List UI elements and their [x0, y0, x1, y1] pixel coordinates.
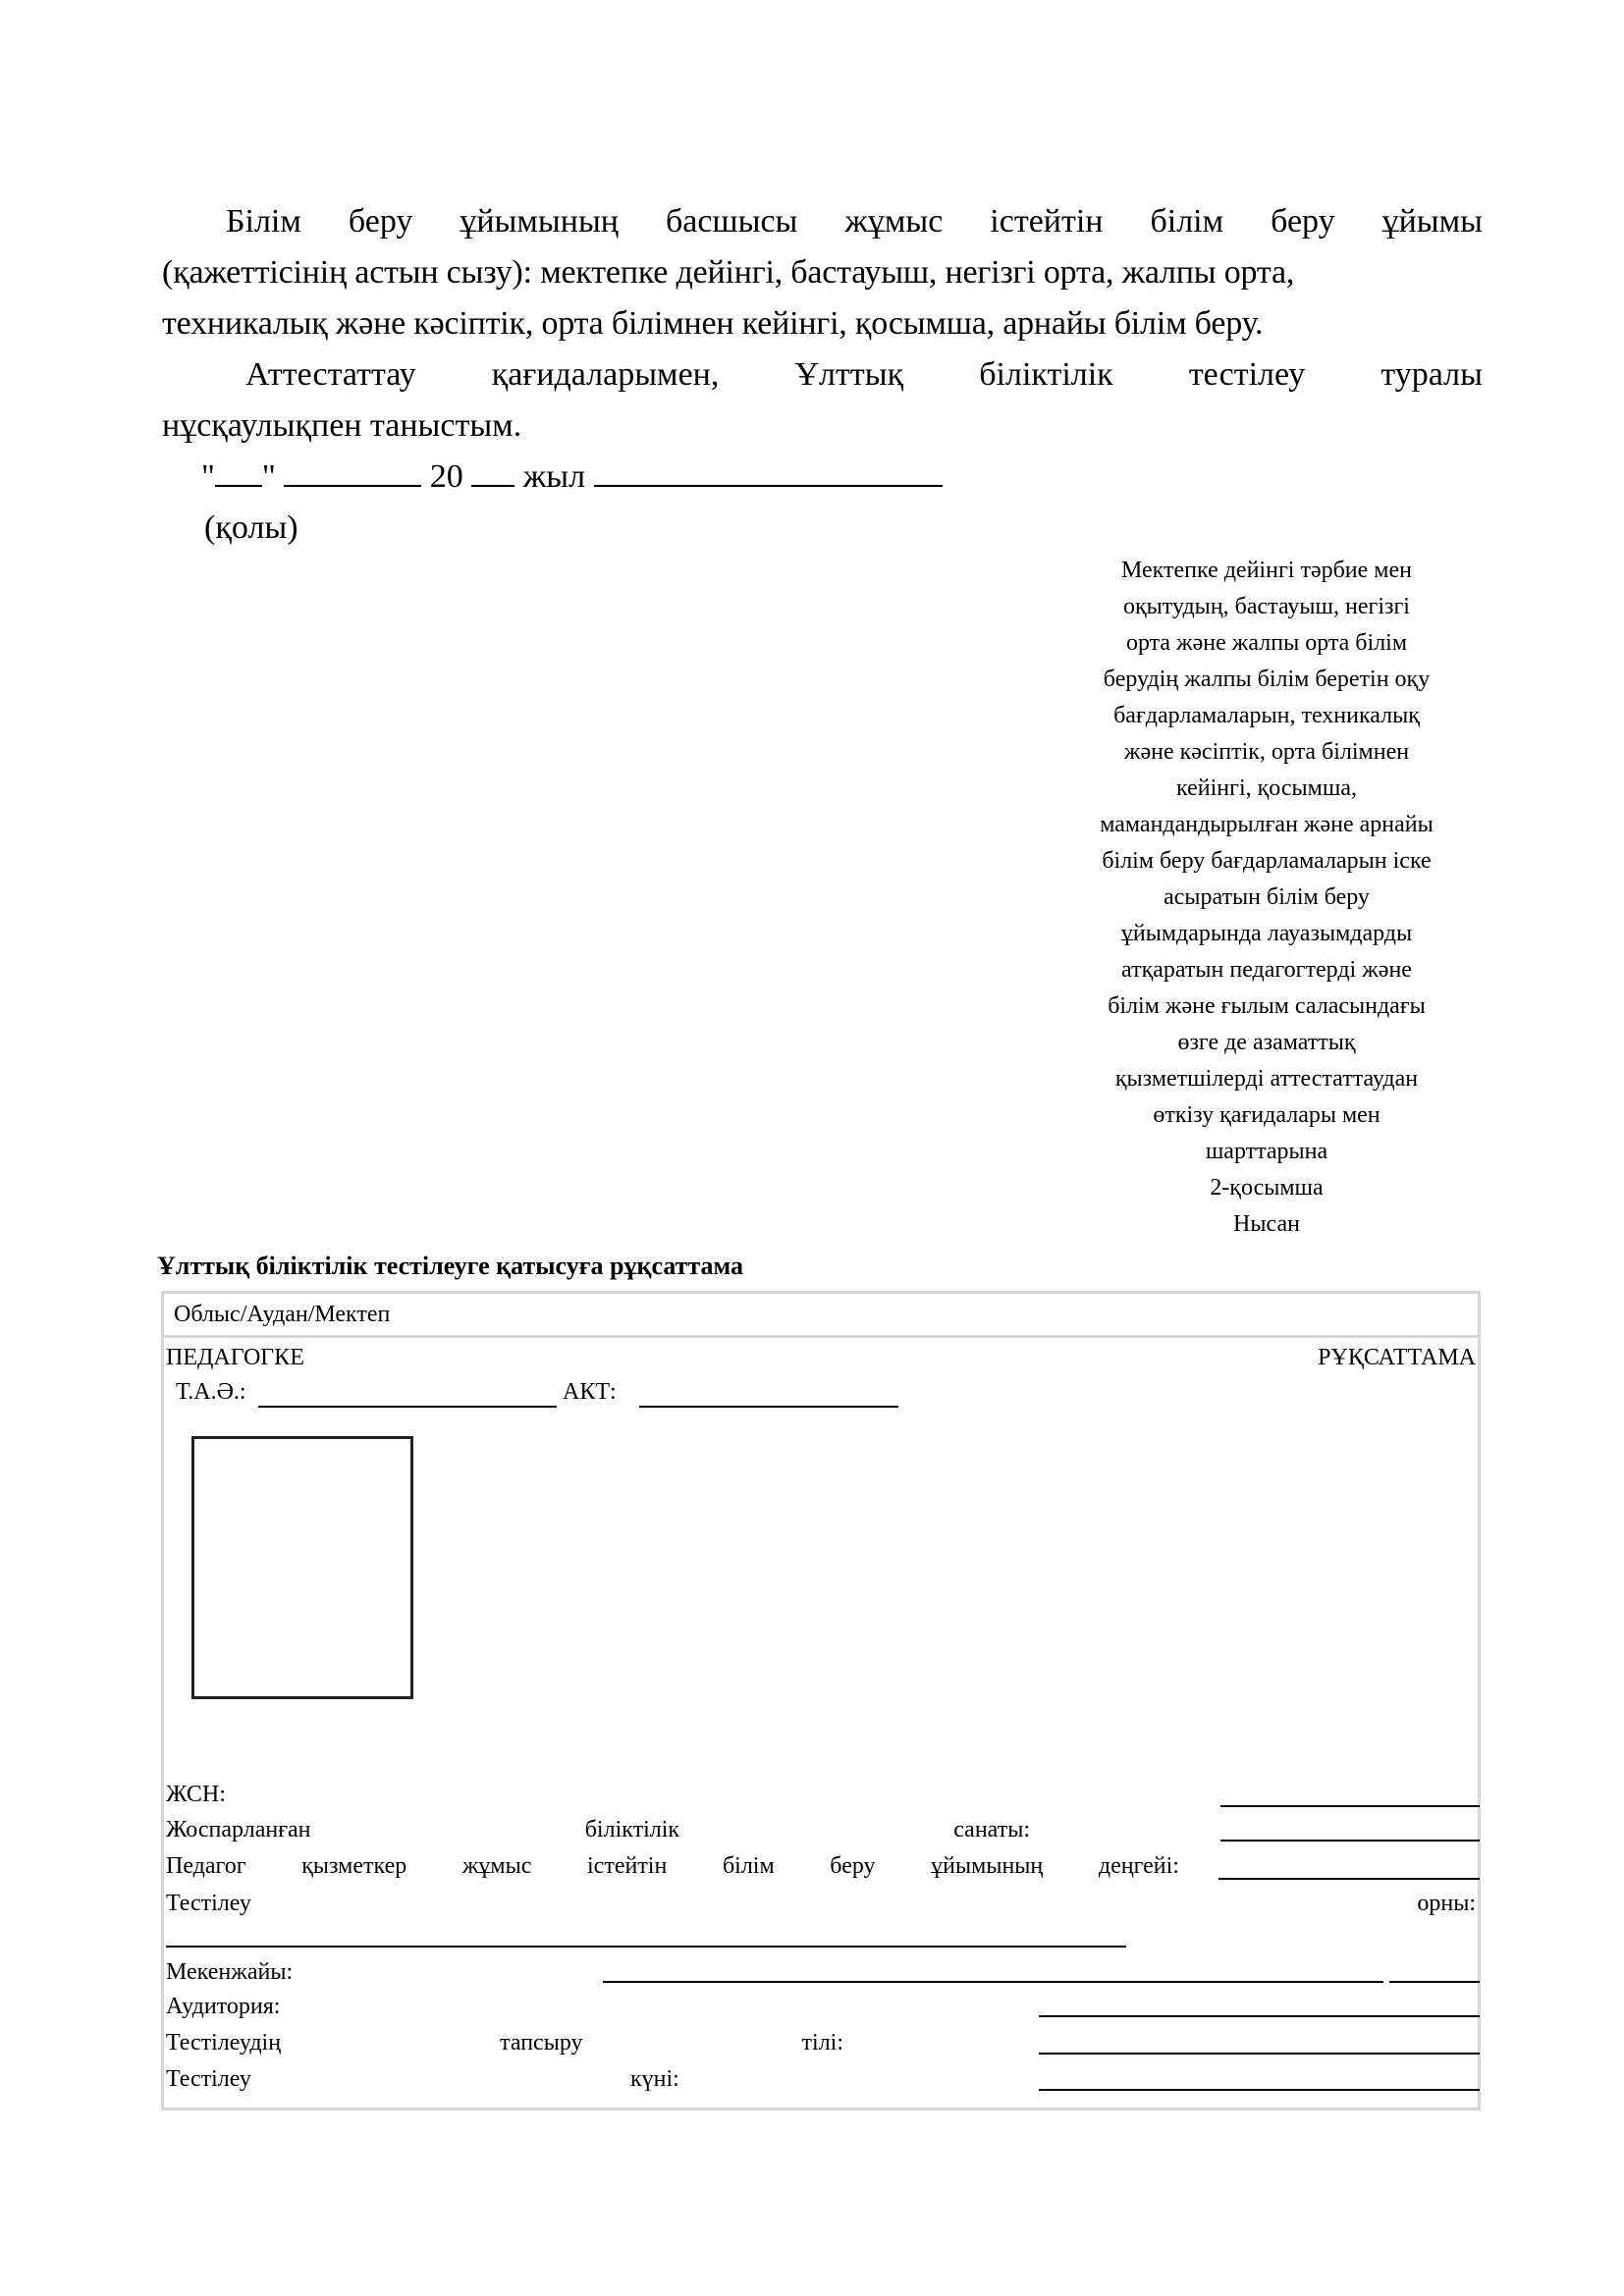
word: жұмыс	[461, 1853, 532, 1879]
address-field-extra[interactable]	[1389, 1981, 1480, 1983]
appendix-line: білім беру бағдарламаларын іске	[1102, 848, 1432, 874]
word: істейтін	[587, 1853, 668, 1879]
test-place-field[interactable]	[166, 1946, 1126, 1948]
word: Тестілеудің	[166, 2030, 282, 2056]
photo-placeholder	[191, 1436, 413, 1699]
signature-field[interactable]	[594, 455, 943, 487]
word: Білім	[226, 203, 301, 240]
appendix-line: асыратын білім беру	[1164, 884, 1370, 910]
word: қызметкер	[301, 1853, 407, 1879]
test-language-row	[166, 2030, 853, 2056]
word: ұйымы	[1381, 203, 1483, 240]
iin-label: ЖСН:	[166, 1782, 226, 1807]
word: санаты:	[953, 1817, 1030, 1842]
appendix-line: Мектепке дейінгі тәрбие мен	[1121, 558, 1412, 583]
month-field[interactable]	[284, 455, 421, 487]
quote-open: "	[201, 458, 215, 495]
form-label: Нысан	[1233, 1211, 1300, 1237]
appendix-line: өзге де азаматтық	[1177, 1030, 1356, 1055]
permit-label: РҰҚСАТТАМА	[1318, 1345, 1476, 1370]
address-field[interactable]	[603, 1981, 1383, 1983]
auditorium-field[interactable]	[1039, 2015, 1480, 2017]
word: тестілеу	[1188, 356, 1306, 393]
address-label: Мекенжайы:	[166, 1959, 294, 1985]
appendix-line: бағдарламаларын, техникалық	[1113, 703, 1420, 728]
appendix-line: берудің жалпы білім беретін оқу	[1103, 667, 1431, 692]
intro-para2-line1	[162, 349, 1483, 400]
akt-field[interactable]	[639, 1406, 898, 1408]
test-language-field[interactable]	[1039, 2053, 1480, 2055]
word: қағидаларымен,	[491, 356, 720, 393]
appendix-number: 2-қосымша	[1210, 1175, 1324, 1201]
word: жұмыс	[844, 203, 944, 240]
appendix-note	[1011, 553, 1522, 1243]
test-date-label-end: күні:	[630, 2066, 679, 2092]
word: беру	[830, 1853, 876, 1879]
org-level-row	[166, 1853, 1179, 1880]
intro-para1-line2: (қажеттісінің астын сызу): мектепке дейінгі, бастауыш, негізгі орта, жалпы орта,	[162, 254, 1295, 291]
planned-category-row	[166, 1817, 1207, 1843]
word: істейтін	[990, 203, 1104, 240]
word: біліктілік	[584, 1817, 680, 1842]
fio-label: Т.А.Ә.:	[176, 1379, 246, 1405]
intro-para2-line2: нұсқаулықпен таныстым.	[162, 407, 522, 444]
appendix-line: шарттарына	[1205, 1139, 1328, 1164]
appendix-line: ұйымдарында лауазымдарды	[1120, 921, 1413, 946]
word: тілі:	[801, 2030, 843, 2056]
word: ұйымының	[931, 1853, 1044, 1879]
word: білім	[722, 1853, 775, 1879]
word: білім	[1150, 203, 1224, 240]
iin-field[interactable]	[1220, 1805, 1480, 1807]
akt-label: АКТ:	[563, 1379, 617, 1405]
permit-form	[161, 1291, 1481, 2110]
appendix-line: білім және ғылым саласындағы	[1108, 993, 1426, 1019]
word: беру	[348, 203, 413, 240]
test-place-label-end: орны:	[1417, 1891, 1476, 1916]
appendix-line: атқаратын педагогтерді және	[1121, 957, 1412, 983]
appendix-line: өткізу қағидалары мен	[1153, 1102, 1380, 1128]
auditorium-label: Аудитория:	[166, 1994, 281, 2019]
year-suffix: жыл	[522, 458, 586, 495]
day-field[interactable]	[215, 455, 262, 487]
word: беру	[1271, 203, 1335, 240]
date-signature-line	[201, 452, 943, 503]
appendix-line: кейінгі, қосымша,	[1176, 775, 1357, 801]
word: Аттестаттау	[245, 356, 416, 393]
word: Педагог	[166, 1853, 246, 1879]
test-place-label: Тестілеу	[166, 1891, 251, 1916]
year-field[interactable]	[471, 455, 514, 487]
test-date-label: Тестілеу	[166, 2066, 251, 2092]
word: Жоспарланған	[166, 1817, 311, 1842]
word: біліктілік	[979, 356, 1113, 393]
org-level-field[interactable]	[1218, 1878, 1480, 1880]
quote-close: "	[261, 458, 276, 495]
fio-field[interactable]	[258, 1406, 557, 1408]
appendix-line: және кәсіптік, орта білімнен	[1123, 739, 1410, 765]
appendix-line: орта және жалпы орта білім	[1125, 630, 1408, 656]
word: Ұлттық	[794, 356, 904, 393]
appendix-line: қызметшілерді аттестаттаудан	[1114, 1066, 1419, 1092]
year-prefix: 20	[429, 458, 463, 495]
region-row	[164, 1294, 1478, 1338]
form-title: Ұлттық біліктілік тестілеуге қатысуға рұқсаттама	[157, 1252, 744, 1280]
word: туралы	[1380, 356, 1483, 393]
to-teacher-label: ПЕДАГОГКЕ	[166, 1345, 304, 1370]
appendix-line: оқытудың, бастауыш, негізгі	[1123, 594, 1410, 619]
word: тапсыру	[500, 2030, 583, 2056]
intro-para1-line1	[162, 196, 1483, 247]
appendix-line: мамандандырылған және арнайы	[1100, 812, 1434, 837]
word: басшысы	[665, 203, 798, 240]
planned-category-field[interactable]	[1220, 1840, 1480, 1842]
intro-para1-line3: техникалық және кәсіптік, орта білімнен кейінгі, қосымша, арнайы білім беру.	[162, 305, 1264, 342]
word: ұйымының	[460, 203, 619, 240]
test-date-field[interactable]	[1039, 2089, 1480, 2091]
signature-label: (қолы)	[204, 509, 298, 546]
region-label: Облыс/Аудан/Мектеп	[174, 1302, 391, 1327]
word: деңгейі:	[1098, 1853, 1179, 1879]
